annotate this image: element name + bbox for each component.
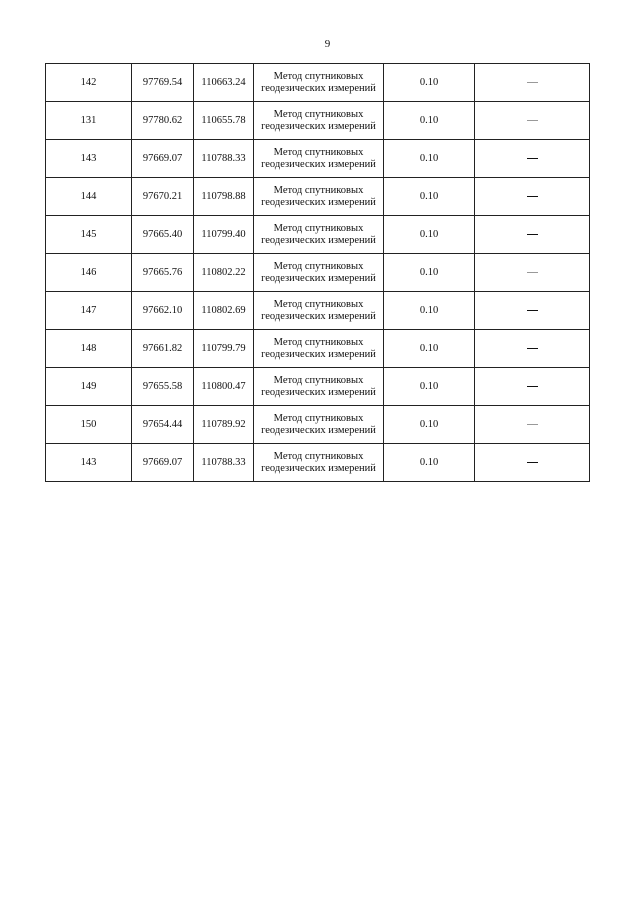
point-number-cell: 146 xyxy=(46,254,132,292)
note-cell xyxy=(475,368,590,406)
method-cell xyxy=(254,254,384,292)
point-number-cell: 147 xyxy=(46,292,132,330)
note-cell xyxy=(475,444,590,482)
method-line-2: геодезических измерений xyxy=(261,348,376,360)
method-line-1: Метод спутниковых xyxy=(273,108,364,120)
page-number: 9 xyxy=(324,38,331,50)
method-line-2: геодезических измерений xyxy=(261,310,376,322)
accuracy-cell: 0.10 xyxy=(384,102,475,140)
method-line-2: геодезических измерений xyxy=(261,158,376,170)
y-coordinate-cell: 110788.33 xyxy=(194,140,254,178)
point-number-cell: 150 xyxy=(46,406,132,444)
dash-mark xyxy=(527,462,538,463)
x-coordinate-cell: 97769.54 xyxy=(132,64,194,102)
x-coordinate-cell: 97670.21 xyxy=(132,178,194,216)
method-cell xyxy=(254,444,384,482)
table-row xyxy=(46,216,590,254)
dash-mark xyxy=(527,234,538,235)
y-coordinate-cell: 110788.33 xyxy=(194,444,254,482)
table-row xyxy=(46,292,590,330)
dash-mark xyxy=(527,424,538,425)
accuracy-cell: 0.10 xyxy=(384,64,475,102)
method-line-1: Метод спутниковых xyxy=(273,336,364,348)
point-number-cell: 131 xyxy=(46,102,132,140)
method-line-1: Метод спутниковых xyxy=(273,374,364,386)
table-row xyxy=(46,140,590,178)
accuracy-cell: 0.10 xyxy=(384,178,475,216)
point-number-cell: 145 xyxy=(46,216,132,254)
table-row xyxy=(46,368,590,406)
x-coordinate-cell: 97654.44 xyxy=(132,406,194,444)
method-line-1: Метод спутниковых xyxy=(273,146,364,158)
x-coordinate-cell: 97665.76 xyxy=(132,254,194,292)
dash-mark xyxy=(527,310,538,311)
note-cell xyxy=(475,330,590,368)
y-coordinate-cell: 110799.79 xyxy=(194,330,254,368)
dash-mark xyxy=(527,386,538,387)
note-cell xyxy=(475,254,590,292)
accuracy-cell: 0.10 xyxy=(384,292,475,330)
y-coordinate-cell: 110799.40 xyxy=(194,216,254,254)
method-line-1: Метод спутниковых xyxy=(273,184,364,196)
x-coordinate-cell: 97669.07 xyxy=(132,444,194,482)
method-line-1: Метод спутниковых xyxy=(273,450,364,462)
x-coordinate-cell: 97780.62 xyxy=(132,102,194,140)
point-number-cell: 148 xyxy=(46,330,132,368)
x-coordinate-cell: 97655.58 xyxy=(132,368,194,406)
method-cell xyxy=(254,64,384,102)
dash-mark xyxy=(527,82,538,83)
note-cell xyxy=(475,292,590,330)
point-number-cell: 143 xyxy=(46,444,132,482)
table-row xyxy=(46,64,590,102)
method-line-1: Метод спутниковых xyxy=(273,298,364,310)
method-line-2: геодезических измерений xyxy=(261,196,376,208)
point-number-cell: 142 xyxy=(46,64,132,102)
method-line-1: Метод спутниковых xyxy=(273,260,364,272)
method-line-1: Метод спутниковых xyxy=(273,70,364,82)
point-number-cell: 143 xyxy=(46,140,132,178)
y-coordinate-cell: 110798.88 xyxy=(194,178,254,216)
coordinates-table xyxy=(45,63,590,482)
method-line-2: геодезических измерений xyxy=(261,462,376,474)
note-cell xyxy=(475,140,590,178)
accuracy-cell: 0.10 xyxy=(384,216,475,254)
table-row xyxy=(46,444,590,482)
method-line-2: геодезических измерений xyxy=(261,234,376,246)
accuracy-cell: 0.10 xyxy=(384,368,475,406)
y-coordinate-cell: 110802.69 xyxy=(194,292,254,330)
method-line-2: геодезических измерений xyxy=(261,82,376,94)
method-cell xyxy=(254,330,384,368)
dash-mark xyxy=(527,272,538,273)
note-cell xyxy=(475,64,590,102)
y-coordinate-cell: 110655.78 xyxy=(194,102,254,140)
method-line-1: Метод спутниковых xyxy=(273,412,364,424)
x-coordinate-cell: 97662.10 xyxy=(132,292,194,330)
note-cell xyxy=(475,178,590,216)
y-coordinate-cell: 110802.22 xyxy=(194,254,254,292)
method-cell xyxy=(254,368,384,406)
x-coordinate-cell: 97661.82 xyxy=(132,330,194,368)
table-row xyxy=(46,102,590,140)
point-number-cell: 149 xyxy=(46,368,132,406)
point-number-cell: 144 xyxy=(46,178,132,216)
method-cell xyxy=(254,140,384,178)
method-cell xyxy=(254,102,384,140)
method-cell xyxy=(254,292,384,330)
accuracy-cell: 0.10 xyxy=(384,254,475,292)
method-line-2: геодезических измерений xyxy=(261,424,376,436)
dash-mark xyxy=(527,196,538,197)
accuracy-cell: 0.10 xyxy=(384,140,475,178)
y-coordinate-cell: 110789.92 xyxy=(194,406,254,444)
x-coordinate-cell: 97669.07 xyxy=(132,140,194,178)
dash-mark xyxy=(527,158,538,159)
dash-mark xyxy=(527,120,538,121)
method-cell xyxy=(254,216,384,254)
table-row xyxy=(46,406,590,444)
table-row xyxy=(46,330,590,368)
method-line-1: Метод спутниковых xyxy=(273,222,364,234)
method-line-2: геодезических измерений xyxy=(261,120,376,132)
dash-mark xyxy=(527,348,538,349)
accuracy-cell: 0.10 xyxy=(384,330,475,368)
method-cell xyxy=(254,406,384,444)
note-cell xyxy=(475,102,590,140)
accuracy-cell: 0.10 xyxy=(384,406,475,444)
x-coordinate-cell: 97665.40 xyxy=(132,216,194,254)
method-line-2: геодезических измерений xyxy=(261,272,376,284)
y-coordinate-cell: 110800.47 xyxy=(194,368,254,406)
note-cell xyxy=(475,406,590,444)
method-line-2: геодезических измерений xyxy=(261,386,376,398)
table-row xyxy=(46,178,590,216)
y-coordinate-cell: 110663.24 xyxy=(194,64,254,102)
method-cell xyxy=(254,178,384,216)
accuracy-cell: 0.10 xyxy=(384,444,475,482)
table-row xyxy=(46,254,590,292)
note-cell xyxy=(475,216,590,254)
